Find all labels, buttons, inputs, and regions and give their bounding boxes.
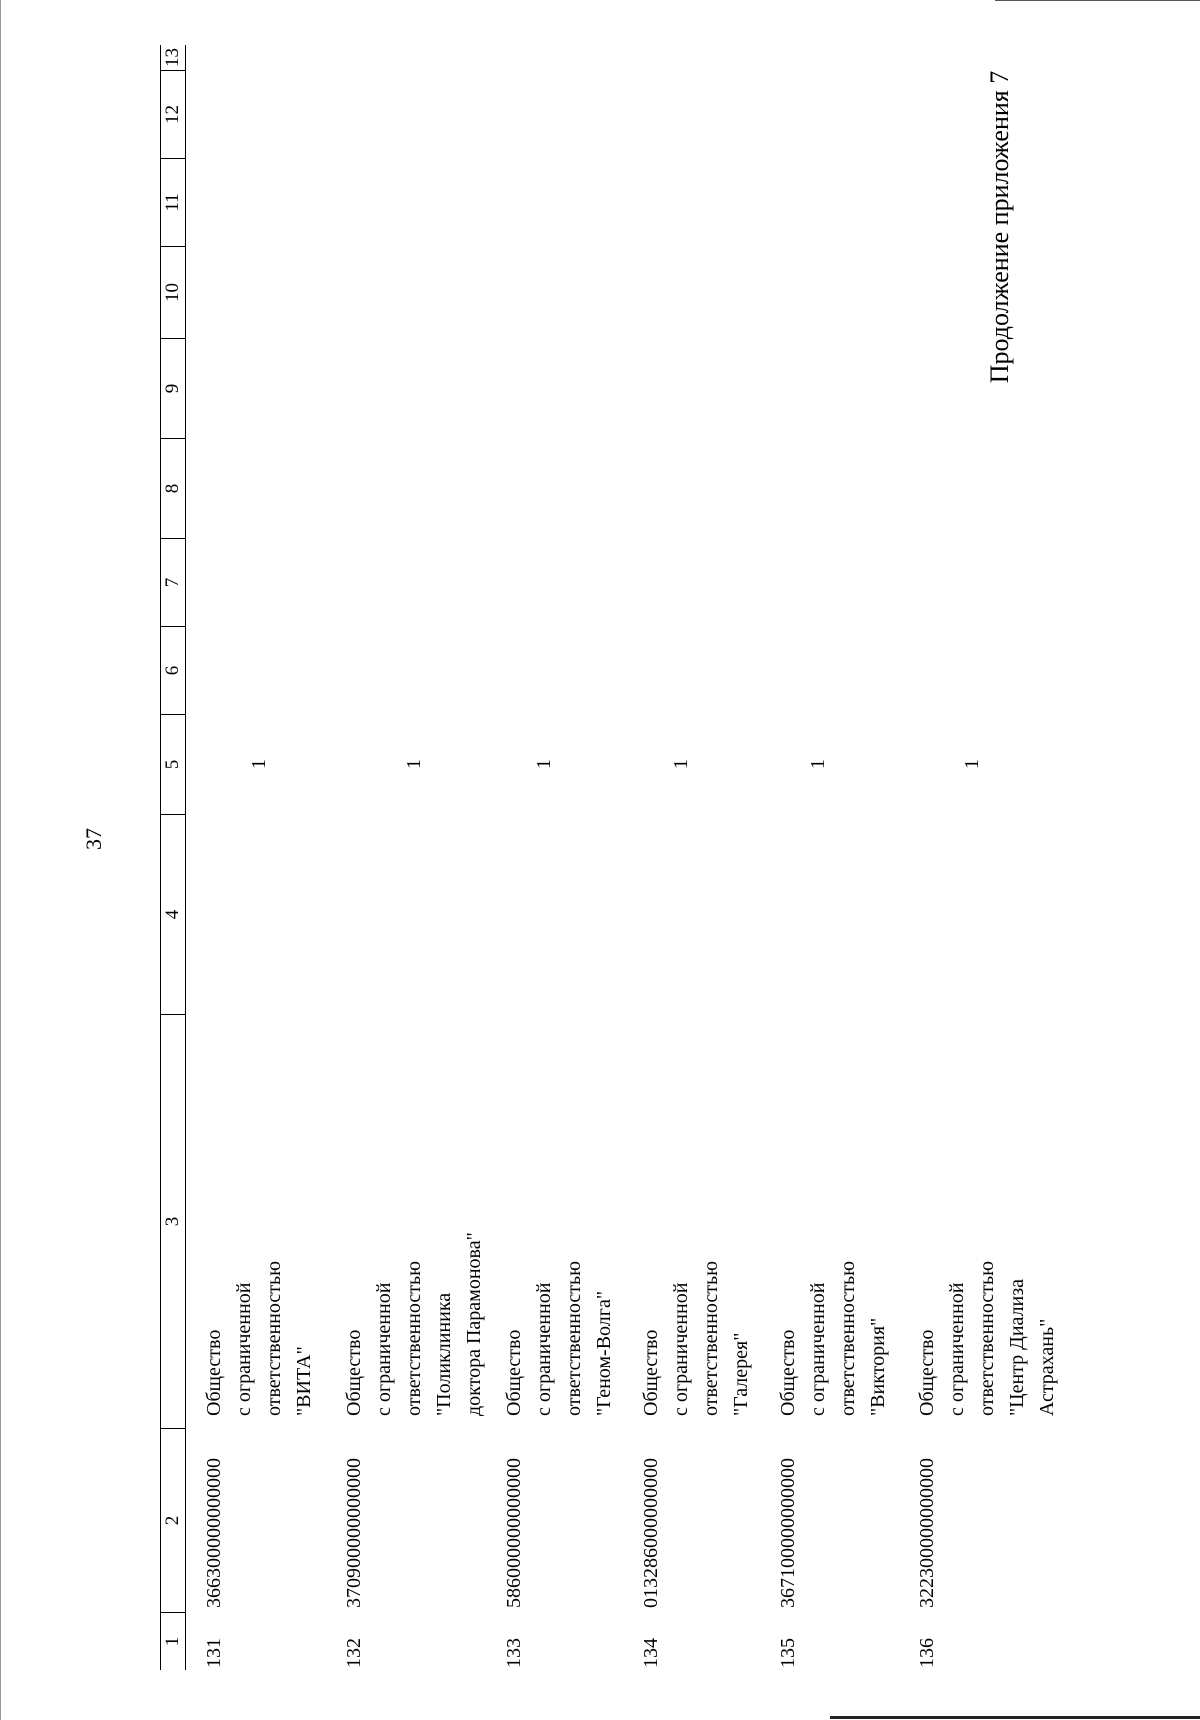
row-code: 322300000000000 [916, 1458, 938, 1608]
header-col-2: 2 [161, 1428, 185, 1612]
name-line: с ограниченной [233, 1282, 255, 1416]
row-number: 135 [777, 1638, 799, 1668]
header-col-11: 11 [161, 158, 185, 246]
header-col-1: 1 [161, 1612, 185, 1670]
name-line: "Центр Диализа [1006, 1278, 1028, 1416]
name-line: ответственностью [403, 1260, 425, 1416]
header-col-10: 10 [161, 246, 185, 338]
name-line: Астрахань" [1036, 1318, 1058, 1416]
scan-edge-top [995, 0, 1200, 1]
name-line: ответственностью [263, 1260, 285, 1416]
scan-edge-bottom [830, 1716, 1200, 1719]
organization-name [773, 1014, 893, 1428]
header-col-9: 9 [161, 338, 185, 438]
name-line: "Поликлиника [433, 1292, 455, 1416]
name-line: Общество [203, 1329, 225, 1416]
continuation-label: Продолжение приложения 7 [985, 70, 1014, 384]
row-number: 131 [203, 1638, 225, 1668]
organization-name [636, 1014, 756, 1428]
col5-value: 1 [670, 759, 692, 769]
header-col-4: 4 [161, 814, 185, 1014]
row-code: 367100000000000 [777, 1458, 799, 1608]
name-line: Общество [503, 1329, 525, 1416]
scan-edge-left [0, 0, 1, 1720]
row-code: 013286000000000 [640, 1458, 662, 1608]
name-line: ответственностью [837, 1260, 859, 1416]
header-col-3: 3 [161, 1014, 185, 1428]
row-code: 586000000000000 [503, 1458, 525, 1608]
name-line: "Геном-Волга" [593, 1290, 615, 1416]
table-header [160, 45, 186, 1670]
organization-name [339, 1014, 489, 1428]
name-line: ответственностью [700, 1260, 722, 1416]
col5-value: 1 [807, 759, 829, 769]
col5-value: 1 [533, 759, 555, 769]
name-line: с ограниченной [533, 1282, 555, 1416]
row-code: 366300000000000 [203, 1458, 225, 1608]
name-line: с ограниченной [670, 1282, 692, 1416]
row-code: 370900000000000 [343, 1458, 365, 1608]
name-line: доктора Парамонова" [463, 1232, 485, 1416]
row-number: 134 [640, 1638, 662, 1668]
name-line: Общество [916, 1329, 938, 1416]
name-line: Общество [640, 1329, 662, 1416]
header-col-13: 13 [162, 48, 183, 67]
row-number: 136 [916, 1638, 938, 1668]
name-line: с ограниченной [373, 1282, 395, 1416]
col5-value: 1 [961, 759, 983, 769]
header-col-12: 12 [161, 70, 185, 158]
header-col-7: 7 [161, 538, 185, 626]
row-number: 133 [503, 1638, 525, 1668]
name-line: с ограниченной [807, 1282, 829, 1416]
organization-name [912, 1014, 1062, 1428]
header-col-6: 6 [161, 626, 185, 714]
header-col-5: 5 [161, 714, 185, 814]
organization-name [499, 1014, 619, 1428]
name-line: ответственностью [563, 1260, 585, 1416]
name-line: с ограниченной [946, 1282, 968, 1416]
name-line: "Галерея" [730, 1332, 752, 1416]
col5-value: 1 [248, 759, 270, 769]
col5-value: 1 [403, 759, 425, 769]
name-line: Общество [343, 1329, 365, 1416]
header-col-8: 8 [161, 438, 185, 538]
name-line: "Виктория" [867, 1317, 889, 1416]
page-number: 37 [81, 828, 106, 850]
name-line: ответственностью [976, 1260, 998, 1416]
row-number: 132 [343, 1638, 365, 1668]
name-line: "ВИТА" [293, 1346, 315, 1416]
name-line: Общество [777, 1329, 799, 1416]
organization-name [199, 1014, 319, 1428]
